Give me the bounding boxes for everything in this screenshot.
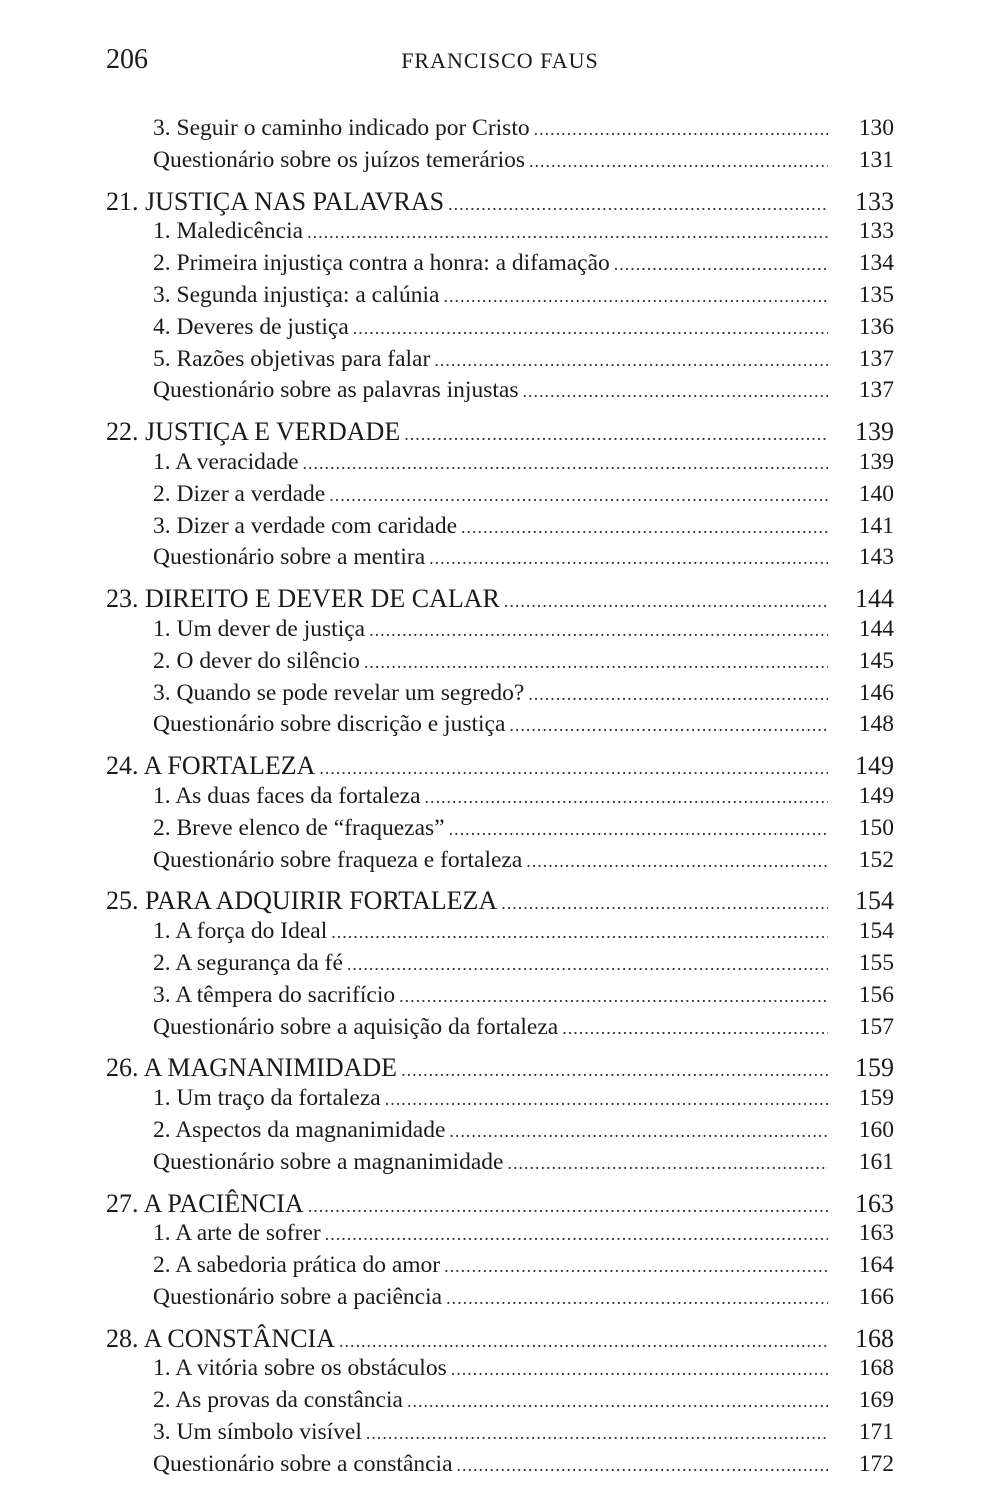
toc-page-number: 166 xyxy=(858,1283,894,1310)
toc-entry xyxy=(106,783,894,815)
toc-page-number: 150 xyxy=(858,814,894,841)
toc-page-number: 163 xyxy=(858,1220,894,1247)
toc-chapter-heading xyxy=(106,417,894,449)
toc-entry-title: 1. A vitória sobre os obstáculos xyxy=(153,1355,447,1382)
toc-page-number: 152 xyxy=(858,846,894,873)
running-head: FRANCISCO FAUS xyxy=(401,48,599,73)
dot-leader xyxy=(425,787,828,808)
dot-leader xyxy=(429,548,828,569)
toc-entry-title: 21. JUSTIÇA NAS PALAVRAS xyxy=(106,186,445,216)
toc-page-number: 144 xyxy=(855,584,894,614)
toc-entry-title: Questionário sobre a paciência xyxy=(153,1283,443,1310)
dot-leader xyxy=(308,1196,828,1217)
toc-page-number: 144 xyxy=(858,615,894,642)
toc-page-number: 149 xyxy=(855,751,894,781)
toc-entry-title: 2. A segurança da fé xyxy=(153,949,343,976)
toc-entry-title: 1. Maledicência xyxy=(153,218,304,245)
toc-entry-title: Questionário sobre fraqueza e fortaleza xyxy=(153,846,523,873)
table-of-contents xyxy=(106,115,894,1491)
toc-page-number: 134 xyxy=(858,250,894,277)
dot-leader xyxy=(504,591,828,612)
toc-page-number: 154 xyxy=(855,886,894,916)
toc-entry xyxy=(106,1355,894,1387)
toc-chapter xyxy=(106,1189,894,1316)
toc-entry-title: 3. Um símbolo visível xyxy=(153,1419,362,1446)
dot-leader xyxy=(507,1153,828,1174)
toc-page-number: 154 xyxy=(858,918,894,945)
toc-entry xyxy=(106,282,894,314)
toc-page-number: 146 xyxy=(858,679,894,706)
toc-entry-title: 22. JUSTIÇA E VERDADE xyxy=(106,417,401,447)
dot-leader xyxy=(446,1288,828,1309)
toc-entry xyxy=(106,513,894,545)
dot-leader xyxy=(325,1224,828,1245)
toc-entry xyxy=(106,1085,894,1117)
dot-leader xyxy=(444,286,829,307)
toc-entry-title: 3. Dizer a verdade com caridade xyxy=(153,512,458,539)
toc-page-number: 161 xyxy=(858,1148,894,1175)
toc-entry xyxy=(106,1387,894,1419)
dot-leader xyxy=(434,350,828,371)
toc-entry xyxy=(106,1220,894,1252)
toc-entry xyxy=(106,250,894,282)
toc-chapter xyxy=(106,115,894,179)
toc-entry-title: 1. As duas faces da fortaleza xyxy=(153,782,421,809)
dot-leader xyxy=(303,453,828,474)
toc-entry xyxy=(106,544,894,576)
toc-entry-title: 1. A força do Ideal xyxy=(153,918,328,945)
toc-entry xyxy=(106,982,894,1014)
toc-page-number: 168 xyxy=(855,1323,894,1353)
dot-leader xyxy=(522,381,828,402)
dot-leader xyxy=(307,222,828,243)
toc-page-number: 148 xyxy=(858,711,894,738)
dot-leader xyxy=(448,194,828,215)
dot-leader xyxy=(449,1121,828,1142)
toc-page-number: 137 xyxy=(858,377,894,404)
toc-entry xyxy=(106,346,894,378)
toc-entry xyxy=(106,218,894,250)
toc-entry-title: 2. As provas da constância xyxy=(153,1387,403,1414)
toc-page-number: 157 xyxy=(858,1013,894,1040)
toc-entry-title: 3. Seguir o caminho indicado por Cristo xyxy=(153,115,530,141)
dot-leader xyxy=(366,1423,828,1444)
toc-entry-title: Questionário sobre a aquisição da fortaleza xyxy=(153,1013,559,1040)
dot-leader xyxy=(401,1060,828,1081)
dot-leader xyxy=(501,893,828,914)
toc-entry-title: 27. A PACIÊNCIA xyxy=(106,1188,304,1218)
toc-page-number: 137 xyxy=(858,345,894,372)
toc-entry xyxy=(106,377,894,409)
dot-leader xyxy=(385,1089,828,1110)
toc-chapter xyxy=(106,417,894,576)
toc-entry-title: Questionário sobre as palavras injustas xyxy=(153,377,519,404)
dot-leader xyxy=(319,758,828,779)
toc-chapter xyxy=(106,751,894,878)
toc-entry-title: Questionário sobre discrição e justiça xyxy=(153,711,506,738)
toc-entry xyxy=(106,815,894,847)
toc-entry-title: 25. PARA ADQUIRIR FORTALEZA xyxy=(106,886,498,916)
toc-entry-title: 1. A arte de sofrer xyxy=(153,1220,321,1247)
toc-page-number: 139 xyxy=(855,417,894,447)
toc-entry-title: 28. A CONSTÂNCIA xyxy=(106,1323,335,1353)
toc-page-number: 155 xyxy=(858,949,894,976)
toc-page-number: 133 xyxy=(855,186,894,216)
toc-page-number: 139 xyxy=(858,448,894,475)
toc-entry xyxy=(106,847,894,879)
toc-entry-title: 3. Quando se pode revelar um segredo? xyxy=(153,679,525,706)
toc-entry xyxy=(106,918,894,950)
dot-leader xyxy=(399,986,828,1007)
dot-leader xyxy=(509,715,828,736)
toc-chapter-heading xyxy=(106,584,894,616)
toc-entry-title: 4. Deveres de justiça xyxy=(153,313,349,340)
toc-entry-title: 1. Um dever de justiça xyxy=(153,615,366,642)
toc-page-number: 140 xyxy=(858,480,894,507)
toc-entry-title: 26. A MAGNANIMIDADE xyxy=(106,1053,398,1083)
page-header xyxy=(106,44,894,78)
toc-entry-title: 23. DIREITO E DEVER DE CALAR xyxy=(106,584,500,614)
toc-entry-title: 2. Primeira injustiça contra a honra: a difamação xyxy=(153,250,610,277)
toc-chapter xyxy=(106,1053,894,1180)
toc-entry-title: 5. Razões objetivas para falar xyxy=(153,345,431,372)
toc-entry-title: 2. Dizer a verdade xyxy=(153,480,326,507)
toc-page-number: 169 xyxy=(858,1387,894,1414)
toc-page-number: 156 xyxy=(858,981,894,1008)
toc-entry xyxy=(106,1451,894,1483)
toc-entry xyxy=(106,449,894,481)
toc-entry xyxy=(106,481,894,513)
dot-leader xyxy=(331,922,828,943)
toc-entry-title: 2. Breve elenco de “fraquezas” xyxy=(153,814,445,841)
toc-page-number: 131 xyxy=(858,146,894,173)
toc-entry-title: 3. Segunda injustiça: a calúnia xyxy=(153,281,440,308)
toc-page-number: 163 xyxy=(855,1188,894,1218)
toc-page-number: 159 xyxy=(858,1085,894,1112)
dot-leader xyxy=(347,954,828,975)
toc-entry-title: 2. O dever do silêncio xyxy=(153,647,360,674)
dot-leader xyxy=(461,517,828,538)
toc-entry-title: 24. A FORTALEZA xyxy=(106,751,316,781)
dot-leader xyxy=(529,151,828,172)
toc-entry xyxy=(106,1284,894,1316)
dot-leader xyxy=(526,851,828,872)
dot-leader xyxy=(534,119,828,140)
dot-leader xyxy=(329,485,828,506)
dot-leader xyxy=(562,1018,828,1039)
toc-page-number: 136 xyxy=(858,313,894,340)
toc-page-number: 172 xyxy=(858,1450,894,1477)
toc-page-number: 171 xyxy=(858,1419,894,1446)
toc-entry xyxy=(106,950,894,982)
toc-chapter xyxy=(106,187,894,410)
toc-chapter-heading xyxy=(106,751,894,783)
toc-page-number: 149 xyxy=(858,782,894,809)
toc-entry xyxy=(106,648,894,680)
toc-entry xyxy=(106,1117,894,1149)
toc-entry xyxy=(106,147,894,179)
toc-entry-title: Questionário sobre a mentira xyxy=(153,544,426,571)
dot-leader xyxy=(444,1256,828,1277)
toc-chapter xyxy=(106,886,894,1045)
toc-entry xyxy=(106,1419,894,1451)
dot-leader xyxy=(451,1359,828,1380)
toc-page-number: 130 xyxy=(858,115,894,141)
toc-entry-title: Questionário sobre a constância xyxy=(153,1450,453,1477)
page-number: 206 xyxy=(106,44,148,75)
dot-leader xyxy=(369,620,828,641)
toc-entry-title: 3. A têmpera do sacrifício xyxy=(153,981,396,1008)
toc-chapter xyxy=(106,1324,894,1483)
toc-entry-title: 1. A veracidade xyxy=(153,448,299,475)
dot-leader xyxy=(614,254,828,275)
toc-entry-title: 2. Aspectos da magnanimidade xyxy=(153,1116,446,1143)
toc-page-number: 164 xyxy=(858,1252,894,1279)
toc-chapter-heading xyxy=(106,1324,894,1356)
toc-chapter-heading xyxy=(106,1053,894,1085)
dot-leader xyxy=(339,1331,828,1352)
toc-entry-title: Questionário sobre a magnanimidade xyxy=(153,1148,504,1175)
toc-page-number: 159 xyxy=(855,1053,894,1083)
toc-entry-title: 2. A sabedoria prática do amor xyxy=(153,1252,441,1279)
toc-page-number: 133 xyxy=(858,218,894,245)
toc-entry xyxy=(106,1014,894,1046)
dot-leader xyxy=(404,424,828,445)
dot-leader xyxy=(457,1455,828,1476)
toc-entry xyxy=(106,680,894,712)
toc-entry xyxy=(106,616,894,648)
toc-chapter-heading xyxy=(106,1189,894,1221)
toc-page-number: 145 xyxy=(858,647,894,674)
dot-leader xyxy=(364,652,828,673)
toc-entry xyxy=(106,1149,894,1181)
toc-page-number: 168 xyxy=(858,1355,894,1382)
toc-entry xyxy=(106,1252,894,1284)
toc-page-number: 143 xyxy=(858,544,894,571)
dot-leader xyxy=(528,684,828,705)
toc-chapter-heading xyxy=(106,886,894,918)
toc-entry xyxy=(106,115,894,147)
dot-leader xyxy=(449,819,828,840)
dot-leader xyxy=(353,318,828,339)
toc-entry-title: 1. Um traço da fortaleza xyxy=(153,1085,381,1112)
toc-chapter-heading xyxy=(106,187,894,219)
toc-page-number: 141 xyxy=(858,512,894,539)
toc-page-number: 135 xyxy=(858,281,894,308)
toc-entry xyxy=(106,314,894,346)
toc-page-number: 160 xyxy=(858,1116,894,1143)
dot-leader xyxy=(407,1391,828,1412)
toc-entry xyxy=(106,711,894,743)
toc-chapter xyxy=(106,584,894,743)
toc-entry-title: Questionário sobre os juízos temerários xyxy=(153,146,525,173)
